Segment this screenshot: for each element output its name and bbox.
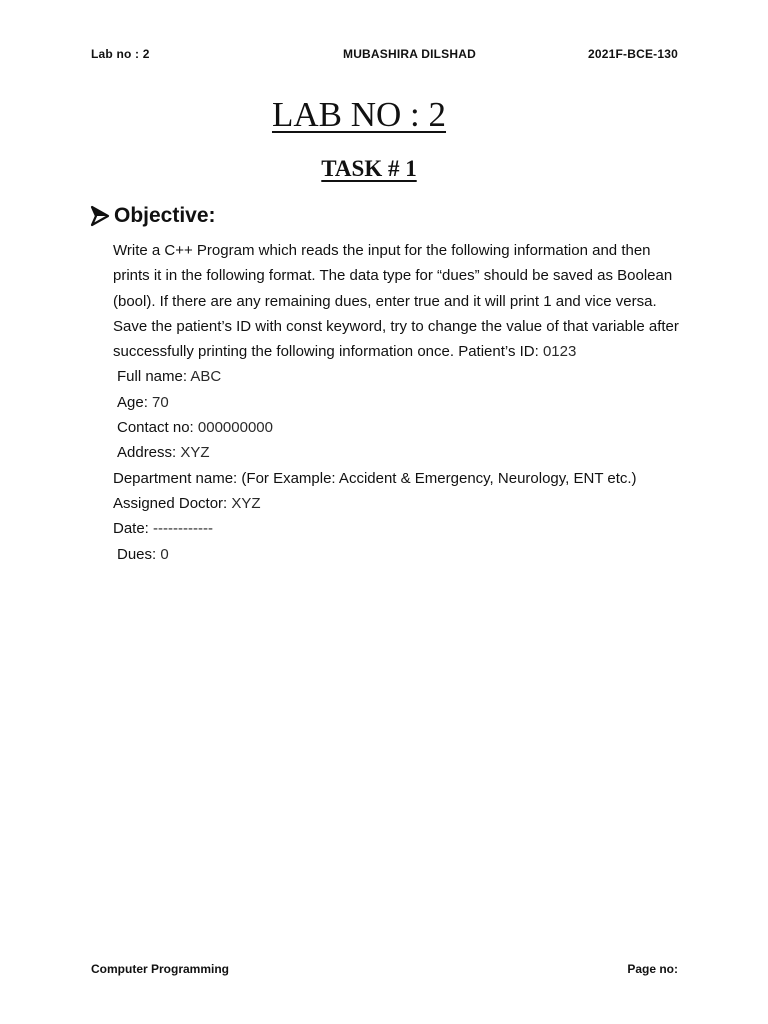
field-label: Patient’s ID: bbox=[458, 343, 539, 361]
field-full-name bbox=[113, 364, 683, 389]
field-doctor bbox=[113, 491, 683, 516]
field-value: 000000000 bbox=[197, 419, 273, 437]
footer-page-no: Page no: bbox=[627, 962, 678, 976]
objective-paragraph bbox=[113, 238, 683, 364]
field-address bbox=[113, 440, 683, 465]
field-label: Dues: bbox=[117, 545, 157, 563]
field-value: ABC bbox=[190, 368, 222, 386]
header-roll-no: 2021F-BCE-130 bbox=[588, 47, 678, 61]
field-value: XYZ bbox=[180, 444, 210, 462]
field-dues bbox=[113, 542, 683, 567]
field-label: Department name: bbox=[113, 469, 238, 487]
field-label: Full name: bbox=[117, 368, 188, 386]
field-value: 0 bbox=[160, 545, 169, 563]
field-age bbox=[113, 390, 683, 415]
objective-label: Objective: bbox=[114, 204, 216, 227]
header-lab-no: Lab no : 2 bbox=[91, 47, 150, 61]
header-student-name: MUBASHIRA DILSHAD bbox=[343, 47, 476, 61]
objective-text: Write a C++ Program which reads the input for the following information and then prints it in the following format. The data type for “dues” should be saved as Boolean (bool). If there are any remaining dues, enter true and it will print 1 and vice versa. Save the patient’s ID with const keyword, try to change the value of that variable after successfully printing the following information once. bbox=[113, 242, 679, 361]
task-heading: TASK # 1 bbox=[321, 156, 417, 181]
field-value: ------------ bbox=[153, 520, 213, 538]
field-value: (For Example: Accident & Emergency, Neurology, ENT etc.) bbox=[241, 469, 637, 487]
footer-course: Computer Programming bbox=[91, 962, 230, 976]
objective-body bbox=[113, 238, 683, 567]
field-value: 0123 bbox=[542, 343, 577, 361]
field-value: XYZ bbox=[231, 494, 261, 512]
field-label: Assigned Doctor: bbox=[113, 494, 228, 512]
field-label: Date: bbox=[113, 520, 149, 538]
objective-heading bbox=[90, 204, 216, 228]
field-date bbox=[113, 516, 683, 541]
field-department bbox=[113, 466, 683, 491]
field-patient-id bbox=[458, 343, 576, 360]
field-contact bbox=[113, 415, 683, 440]
field-label: Age: bbox=[117, 393, 148, 411]
field-label: Address: bbox=[117, 444, 177, 462]
field-label: Contact no: bbox=[117, 419, 194, 437]
field-value: 70 bbox=[152, 393, 169, 411]
page-title: LAB NO : 2 bbox=[271, 95, 447, 134]
arrow-bullet-icon bbox=[90, 205, 110, 227]
